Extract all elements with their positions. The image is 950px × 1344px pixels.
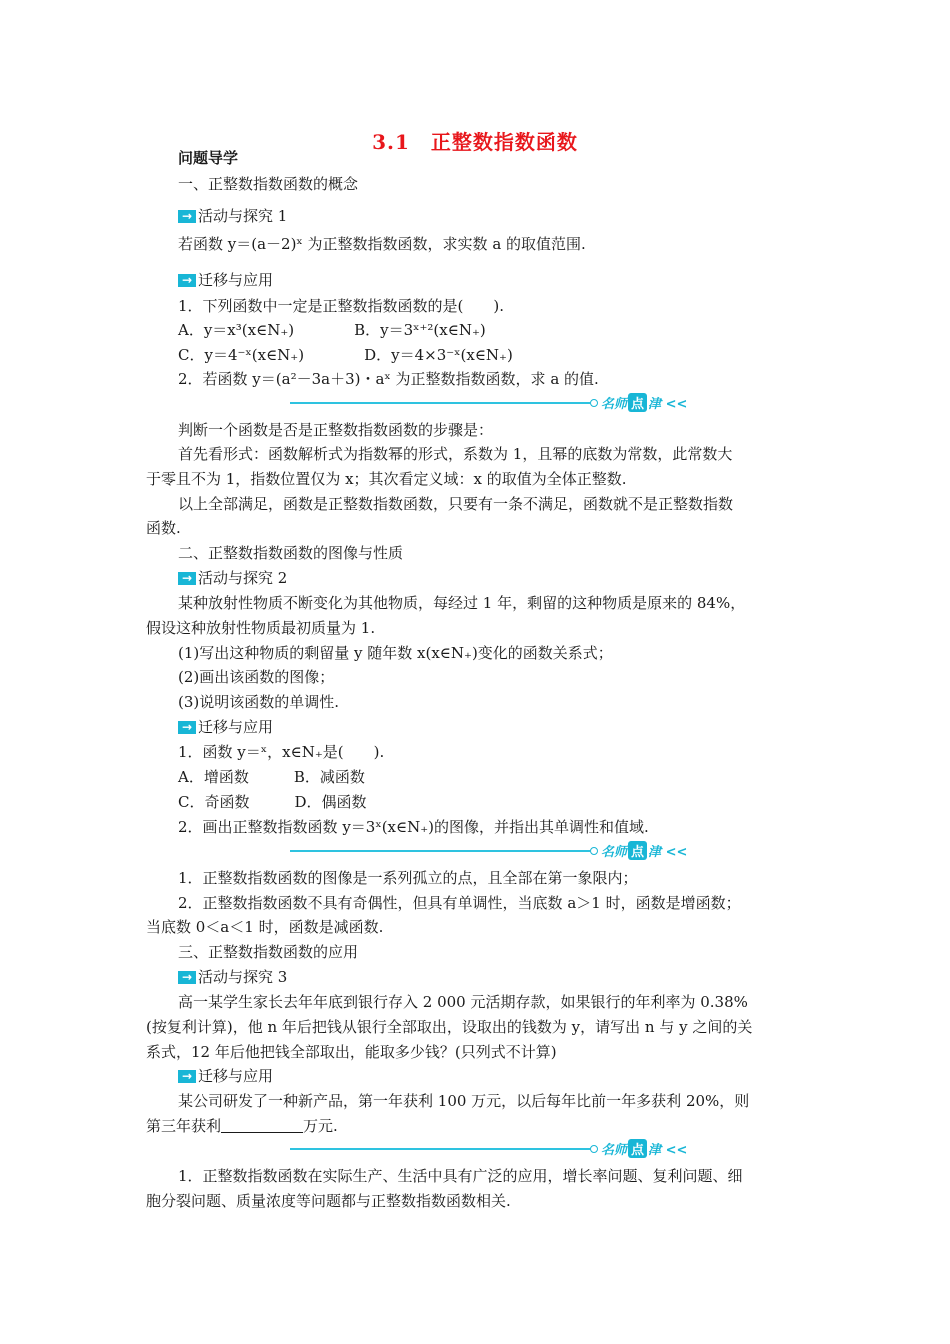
paragraph: 以上全部满足，函数是正整数指数函数，只要有一条不满足，函数就不是正整数指数 (178, 495, 734, 513)
answer-blank[interactable] (221, 1116, 303, 1133)
activity-heading: → 活动与探究 1 (178, 204, 842, 228)
options-ab: A．增函数 B．减函数 (178, 768, 365, 786)
section-title: 三、正整数指数函数的应用 (178, 943, 359, 961)
paragraph: 函数. (146, 519, 181, 537)
activity-heading: → 活动与探究 2 (178, 566, 842, 590)
paragraph: 1．正整数指数函数的图像是一系列孤立的点，且全部在第一象限内； (178, 869, 638, 887)
section-heading: 问题导学 (178, 149, 239, 167)
paragraph: 若函数 y＝(a－2)ˣ 为正整数指数函数，求实数 a 的取值范围. (178, 235, 586, 253)
paragraph: 于零且不为 1，指数位置仅为 x；其次看定义域：x 的取值为全体正整数. (146, 470, 627, 488)
divider-line (290, 850, 590, 852)
question: 2．画出正整数指数函数 y＝3ˣ(x∈N₊)的图像，并指出其单调性和值域. (178, 818, 649, 836)
section-title: 二、正整数指数函数的图像与性质 (178, 544, 404, 562)
circle-icon (590, 847, 598, 855)
tip-label: 名师 点 津 << (590, 1139, 687, 1159)
practice-heading: → 迁移与应用 (178, 268, 842, 292)
paragraph: 假设这种放射性物质最初质量为 1. (146, 619, 376, 637)
sub-question: (3)说明该函数的单调性. (178, 693, 340, 711)
paragraph: 高一某学生家长去年年底到银行存入 2 000 元活期存款，如果银行的年利率为 0.38% (178, 993, 748, 1011)
divider-line (290, 1148, 590, 1150)
arrow-icon: → (178, 971, 196, 984)
paragraph: 当底数 0＜a＜1 时，函数是减函数. (146, 918, 384, 936)
activity-heading: → 活动与探究 3 (178, 965, 842, 989)
tip-label: 名师 点 津 << (590, 841, 687, 861)
paragraph: 某公司研发了一种新产品，第一年获利 100 万元，以后每年比前一年多获利 20%，则 (178, 1092, 750, 1110)
sub-question: (2)画出该函数的图像； (178, 668, 335, 686)
paragraph: 2．正整数指数函数不具有奇偶性，但具有单调性，当底数 a＞1 时，函数是增函数； (178, 894, 741, 912)
paragraph: (按复利计算)，他 n 年后把钱从银行全部取出，设取出的钱数为 y，请写出 n 与 y 之间的关 (146, 1018, 753, 1036)
circle-icon (590, 399, 598, 407)
circle-icon (590, 1145, 598, 1153)
options-ab: A．y＝x³(x∈N₊) B．y＝3ˣ⁺²(x∈N₊) (178, 321, 486, 339)
question: 1．函数 y＝ˣ，x∈N₊是( ). (178, 743, 385, 761)
arrow-icon: → (178, 572, 196, 585)
paragraph: 判断一个函数是否是正整数指数函数的步骤是： (178, 421, 494, 439)
arrow-icon: → (178, 274, 196, 287)
arrow-icon: → (178, 210, 196, 223)
section-title: 一、正整数指数函数的概念 (178, 175, 359, 193)
page-title: 3.1 正整数指数函数 (372, 130, 578, 154)
paragraph: 某种放射性物质不断变化为其他物质，每经过 1 年，剩留的这种物质是原来的 84%， (178, 594, 746, 612)
question: 2．若函数 y＝(a²－3a＋3)・aˣ 为正整数指数函数，求 a 的值. (178, 370, 599, 388)
paragraph: 首先看形式：函数解析式为指数幂的形式，系数为 1，且幂的底数为常数，此常数大 (178, 445, 733, 463)
question: 1．下列函数中一定是正整数指数函数的是( ). (178, 297, 505, 315)
options-cd: C．y＝4⁻ˣ(x∈N₊) D．y＝4×3⁻ˣ(x∈N₊) (178, 346, 513, 364)
arrow-icon: → (178, 721, 196, 734)
paragraph: 胞分裂问题、质量浓度等问题都与正整数指数函数相关. (146, 1192, 511, 1210)
tip-label: 名师 点 津 << (590, 393, 687, 413)
paragraph: 系式，12 年后他把钱全部取出，能取多少钱？(只列式不计算) (146, 1043, 557, 1061)
practice-heading: → 迁移与应用 (178, 715, 842, 739)
practice-heading: → 迁移与应用 (178, 1064, 842, 1088)
sub-question: (1)写出这种物质的剩留量 y 随年数 x(x∈N₊)变化的函数关系式； (178, 644, 613, 662)
options-cd: C．奇函数 D．偶函数 (178, 793, 367, 811)
paragraph: 1．正整数指数函数在实际生产、生活中具有广泛的应用，增长率问题、复利问题、细 (178, 1167, 743, 1185)
arrow-icon: → (178, 1070, 196, 1083)
divider-line (290, 402, 590, 404)
fill-blank-line: 第三年获利 万元. (146, 1117, 338, 1135)
